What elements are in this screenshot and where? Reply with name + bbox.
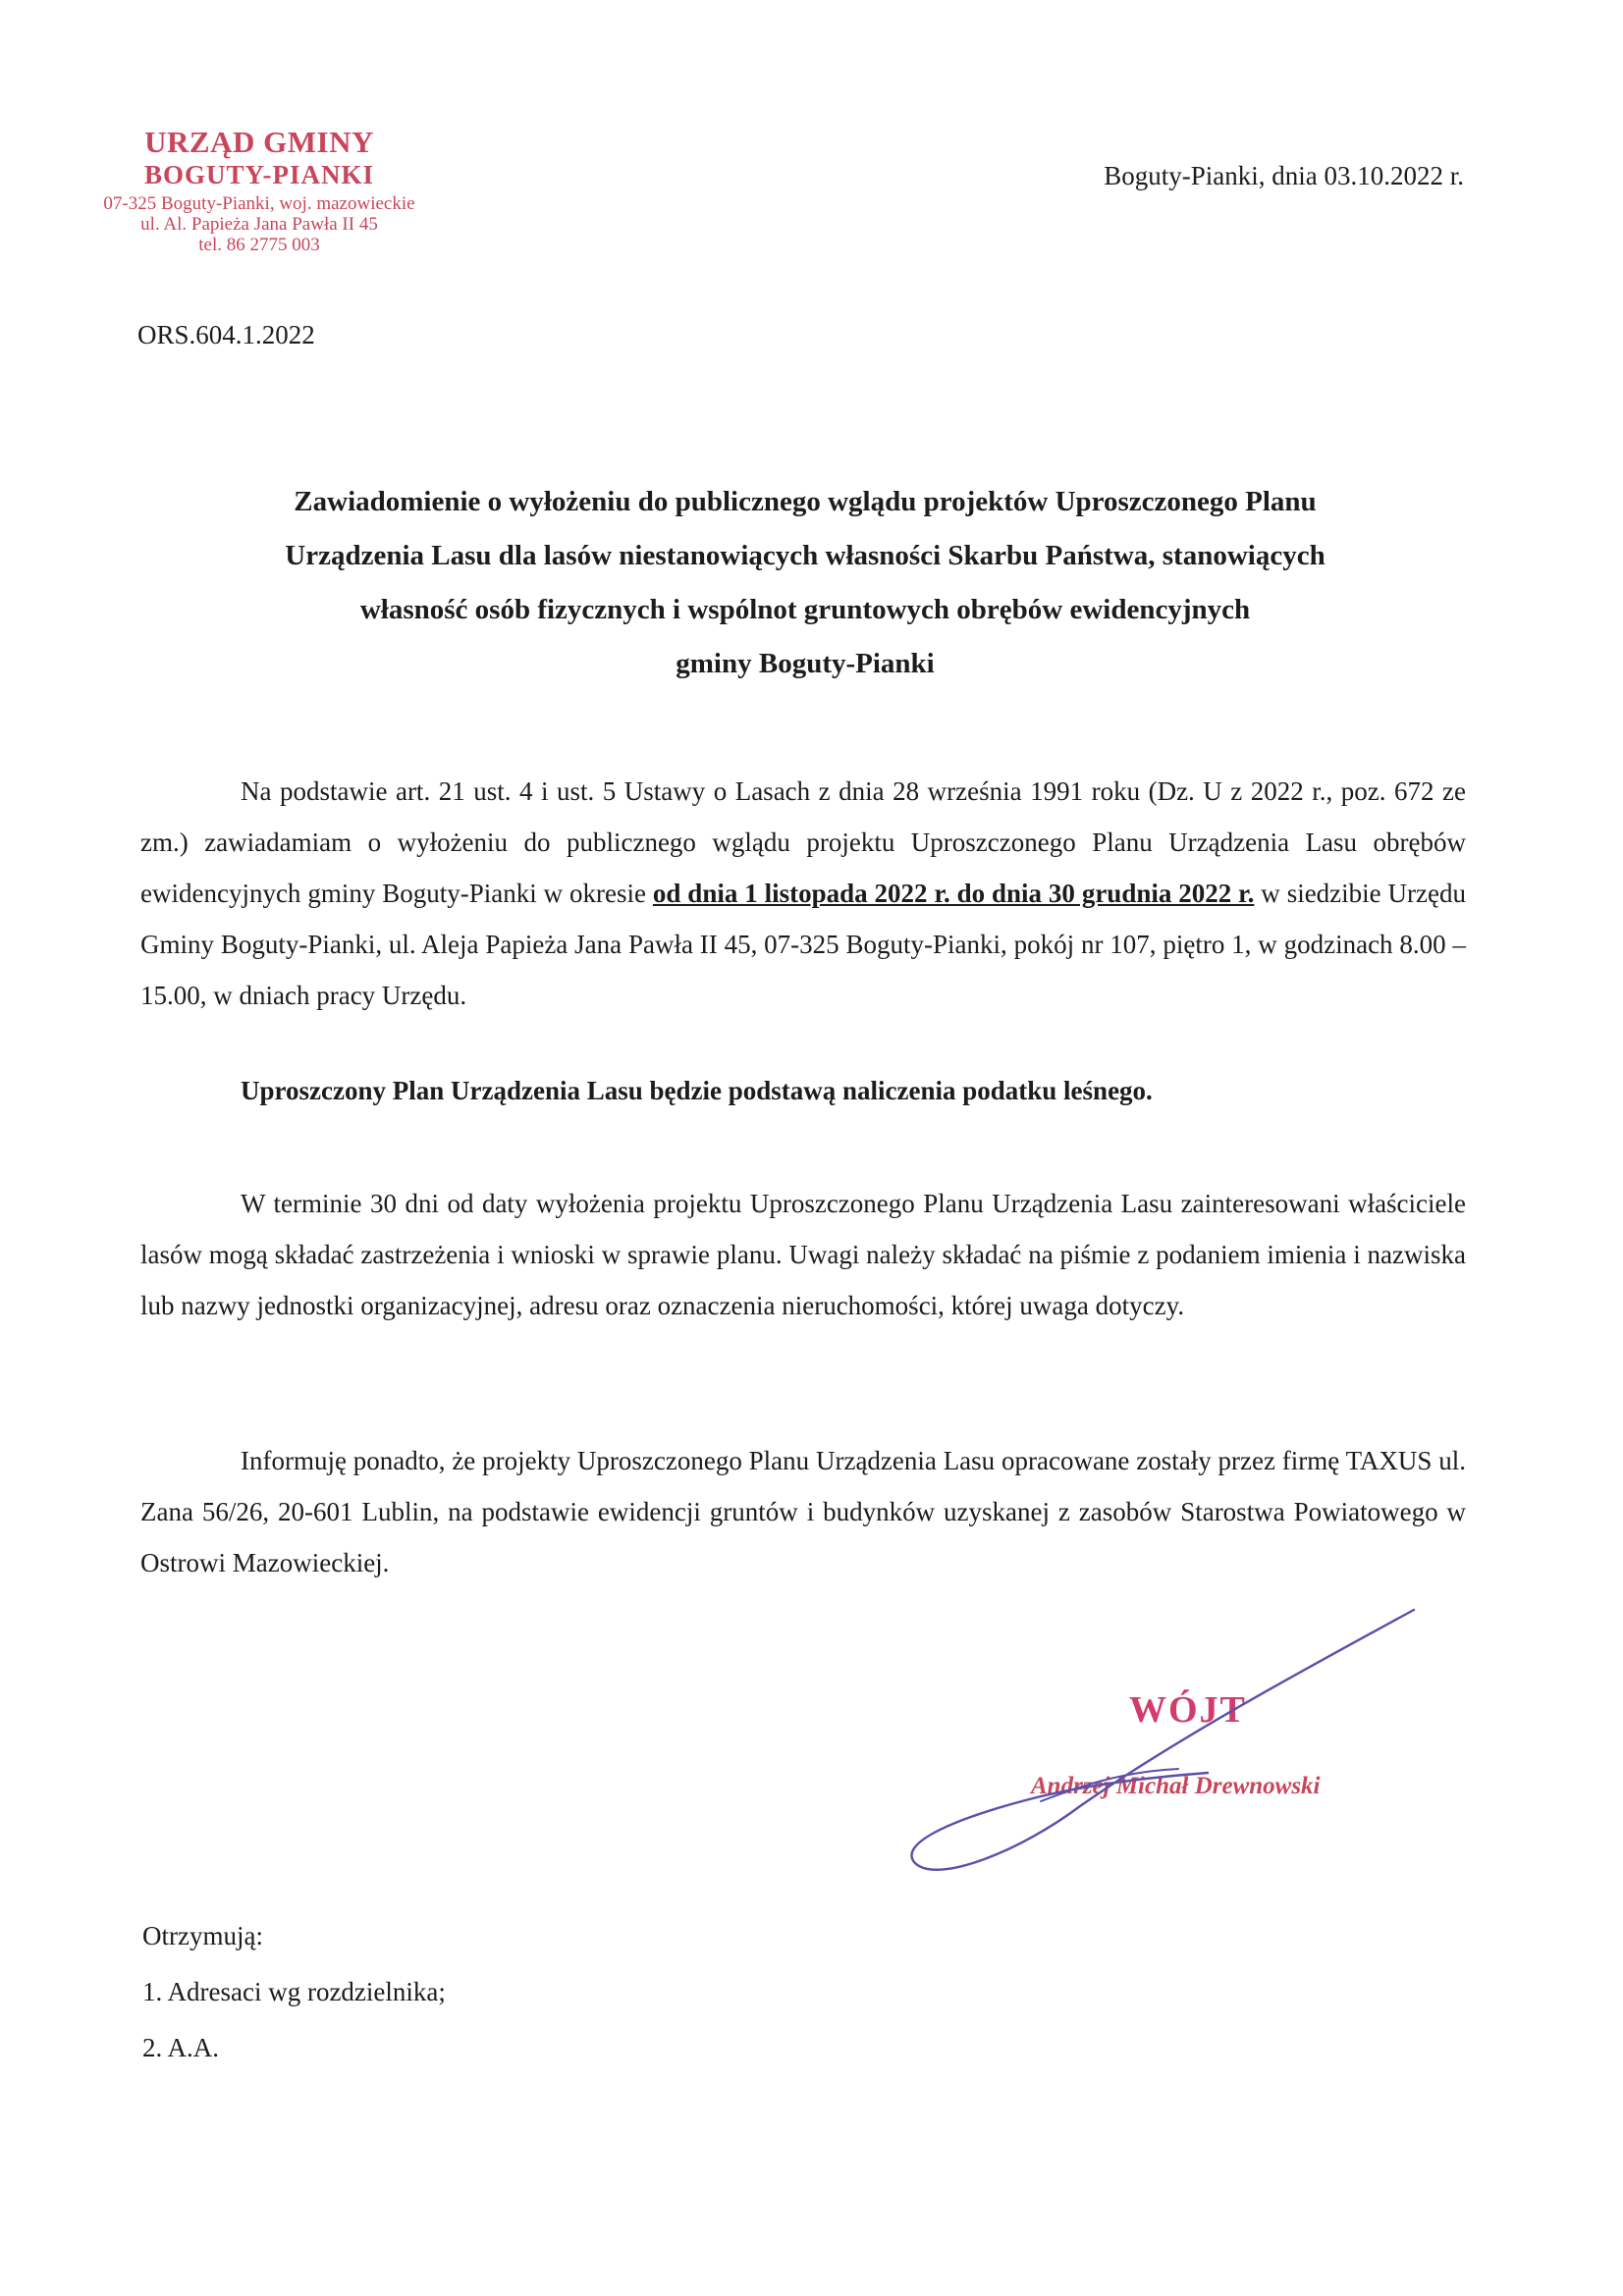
stamp-municipality: BOGUTY-PIANKI bbox=[143, 159, 375, 189]
signature-block bbox=[884, 1600, 1434, 1895]
recipients-heading: Otrzymują: bbox=[142, 1921, 263, 1950]
paragraph-objections bbox=[140, 1178, 1466, 1331]
stamp-phone: tel. 86 2775 003 bbox=[198, 235, 320, 256]
handwritten-signature bbox=[884, 1600, 1434, 1895]
reference-number: ORS.604.1.2022 bbox=[137, 320, 315, 349]
stamp-street: ul. Al. Papieża Jana Pawła II 45 bbox=[140, 214, 378, 236]
signature-title: WÓJT bbox=[1129, 1689, 1247, 1731]
title-line: gminy Boguty-Pianki bbox=[676, 648, 935, 679]
paragraph-text: Na podstawie art. 21 ust. 4 i ust. 5 Ustawy o Lasach z dnia 28 września 1991 roku (Dz. U z 2022 r., poz. 672 ze zm.) zawiadamiam o wyłożeniu do publicznego wglądu projektu Uproszczonego Planu Urządzenia Lasu obrębów ewidencyjnych gminy Boguty-Pianki w okresie bbox=[140, 776, 1466, 908]
period-dates: od dnia 1 listopada 2022 r. do dnia 30 grudnia 2022 r. bbox=[652, 879, 1255, 908]
list-item: 2. A.A. bbox=[142, 2033, 220, 2062]
tax-basis-statement: Uproszczony Plan Urządzenia Lasu będzie podstawą naliczenia podatku leśnego. bbox=[241, 1076, 1153, 1105]
title-line: własność osób fizycznych i wspólnot gruntowych obrębów ewidencyjnych bbox=[359, 594, 1251, 625]
paragraph-text: W terminie 30 dni od daty wyłożenia projektu Uproszczonego Planu Urządzenia Lasu zainteresowani właściciele lasów mogą składać zastrzeżenia i wnioski w sprawie planu. Uwagi należy składać na piśmie z podaniem imienia i nazwiska lub nazwy jednostki organizacyjnej, adresu oraz oznaczenia nieruchomości, której uwaga dotyczy. bbox=[140, 1189, 1466, 1320]
paragraph-text: Informuję ponadto, że projekty Uproszczonego Planu Urządzenia Lasu opracowane zostały przez firmę TAXUS ul. Zana 56/26, 20-601 Lublin, na podstawie ewidencji gruntów i budynków uzyskanej z zasobów Starostwa Powiatowego w Ostrowi Mazowieckiej. bbox=[140, 1446, 1466, 1577]
place-and-date: Boguty-Pianki, dnia 03.10.2022 r. bbox=[1104, 161, 1464, 190]
list-item: 1. Adresaci wg rozdzielnika; bbox=[142, 1977, 446, 2006]
signature-name: Andrzej Michał Drewnowski bbox=[1031, 1773, 1321, 1799]
title-line: Zawiadomienie o wyłożeniu do publicznego wglądu projektów Uproszczonego Planu bbox=[294, 486, 1317, 517]
paragraph-legal-basis bbox=[140, 766, 1466, 1021]
stamp-address: 07-325 Boguty-Pianki, woj. mazowieckie bbox=[103, 192, 415, 214]
stamp-office-name: URZĄD GMINY bbox=[144, 125, 374, 159]
recipients bbox=[142, 1908, 446, 2076]
paragraph-text: w siedzibie Urzędu Gminy Boguty-Pianki, ul. Aleja Papieża Jana Pawła II 45, 07-325 Boguty-Pianki, pokój nr 107, piętro 1, w godzinach 8.00 – 15.00, w dniach pracy Urzędu. bbox=[140, 879, 1467, 1010]
office-stamp bbox=[43, 126, 475, 256]
paragraph-contractor bbox=[140, 1435, 1466, 1588]
document-title bbox=[118, 475, 1492, 691]
title-line: Urządzenia Lasu dla lasów niestanowiących własności Skarbu Państwa, stanowiących bbox=[285, 540, 1325, 571]
